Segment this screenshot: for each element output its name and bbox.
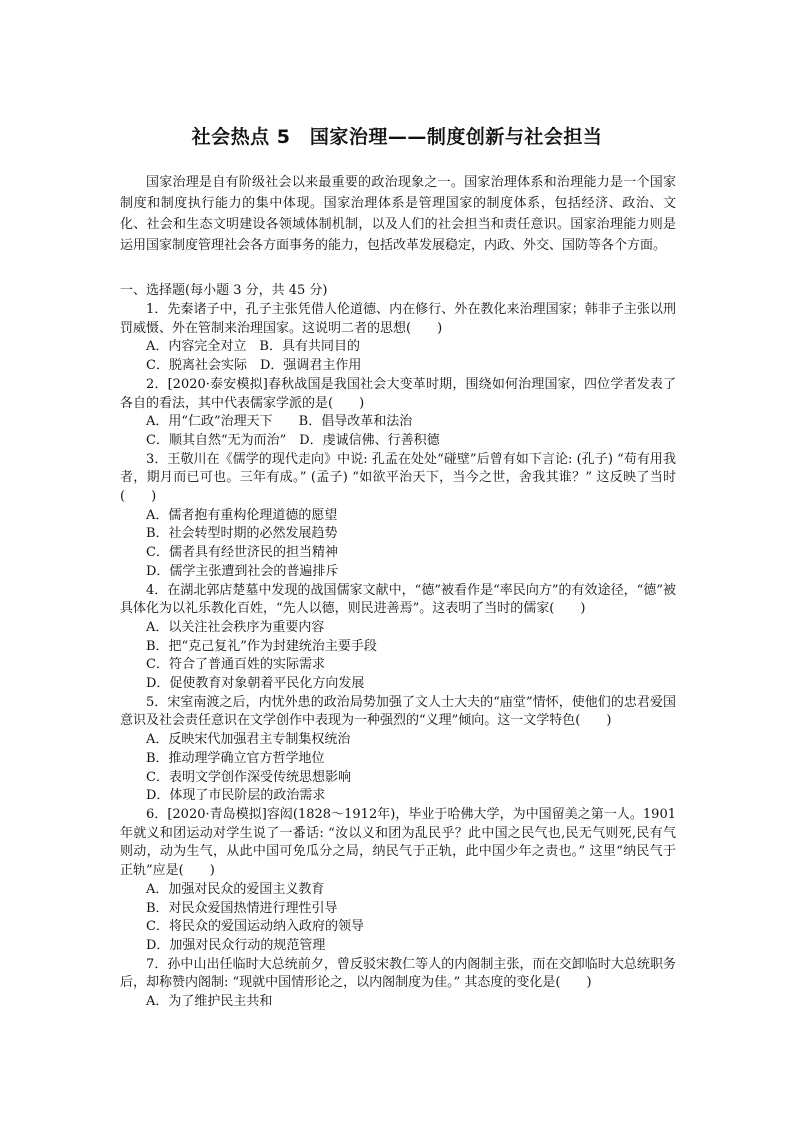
answer-option: A．为了维护民主共和	[146, 994, 273, 1010]
answer-option: D．体现了市民阶层的政治需求	[146, 788, 326, 804]
answer-option: A．反映宋代加强君主专制集权统治	[146, 732, 351, 748]
question-stem: 7．孙中山出任临时大总统前夕，曾反驳宋教仁等人的内阁制主张，而在交卸临时大总统职务后，却称赞内阁制: “现就中国情形论之，以内阁制度为佳。” 其态度的变化是( )	[120, 956, 676, 991]
answer-option: C．脱离社会实际 D．强调君主作用	[146, 358, 362, 374]
answer-options	[120, 993, 676, 1012]
answer-option: A．内容完全对立 B．具有共同目的	[146, 339, 360, 355]
answer-option: D．促使教育对象朝着平民化方向发展	[146, 676, 365, 692]
question-item	[120, 806, 676, 956]
answer-option: D．加强对民众行动的规范管理	[146, 937, 326, 953]
answer-options	[120, 507, 676, 582]
question-item	[120, 582, 676, 694]
question-stem: 4．在湖北郭店楚墓中发现的战国儒家文献中，“德”被看作是“率民向方”的有效途径，“德”被具体化为以礼乐教化百姓，“先人以德，则民进善焉”。这表明了当时的儒家( )	[120, 582, 676, 617]
answer-options	[120, 338, 676, 375]
question-stem: 5．宋室南渡之后，内忧外患的政治局势加强了文人士大夫的“庙堂”情怀，使他们的忠君爱国意识及社会责任意识在文学创作中表现为一种强烈的“义理”倾向。这一文学特色( )	[120, 694, 676, 729]
answer-options	[120, 413, 676, 450]
section-heading: 一、选择题(每小题 3 分，共 45 分)	[120, 283, 328, 298]
question-item	[120, 301, 676, 376]
answer-option: B．把“克己复礼”作为封建统治主要手段	[146, 638, 377, 654]
question-list	[120, 301, 676, 1012]
answer-option: A．用“仁政”治理天下 B．倡导改革和法治	[146, 414, 413, 430]
page-title: 社会热点 5 国家治理——制度创新与社会担当	[191, 126, 603, 148]
question-stem: 3．王敬川在《儒学的现代走向》中说: 孔孟在处处“碰壁”后曾有如下言论: (孔子) “苟有用我者，期月而已可也。三年有成。” (孟子) “如欲平治天下，当今之世，舍我其谁？” 这反映了当时( )	[120, 451, 676, 505]
answer-options	[120, 881, 676, 956]
question-item	[120, 376, 676, 451]
answer-option: C．将民众的爱国运动纳入政府的领导	[146, 919, 364, 935]
answer-option: C．表明文学创作深受传统思想影响	[146, 769, 351, 785]
answer-option: A．儒者抱有重构伦理道德的愿望	[146, 507, 338, 523]
answer-option: A．以关注社会秩序为重要内容	[146, 619, 325, 635]
answer-options	[120, 619, 676, 694]
answer-option: D．儒学主张遭到社会的普遍排斥	[146, 563, 339, 579]
question-item	[120, 451, 676, 582]
answer-option: B．推动理学确立官方哲学地位	[146, 750, 325, 766]
question-stem: 1．先秦诸子中，孔子主张凭借人伦道德、内在修行、外在教化来治理国家；韩非子主张以刑罚威慑、外在管制来治理国家。这说明二者的思想( )	[120, 302, 676, 336]
answer-options	[120, 731, 676, 806]
intro-paragraph: 国家治理是自有阶级社会以来最重要的政治现象之一。国家治理体系和治理能力是一个国家制度和制度执行能力的集中体现。国家治理体系是管理国家的制度体系，包括经济、政治、文化、社会和生态文明建设各领域体制机制，以及人们的社会担当和责任意识。国家治理能力则是运用国家制度管理社会各方面事务的能力，包括改革发展稳定，内政、外交、国防等各个方面。	[120, 175, 676, 253]
answer-option: A．加强对民众的爱国主义教育	[146, 881, 325, 897]
answer-option: B．对民众爱国热情进行理性引导	[146, 900, 338, 916]
question-stem: 6．[2020·青岛模拟]容闳(1828～1912年)，毕业于哈佛大学，为中国留美之第一人。1901年就义和团运动对学生说了一番话: “汝以义和团为乱民乎？此中国之民气也,民无气则死,民有气则动，动为生气，从此中国可免瓜分之局，纳民气于正轨，此中国少年之责也。” 这里“纳民气于正轨”应是( )	[120, 806, 676, 879]
answer-option: C．儒者具有经世济民的担当精神	[146, 545, 338, 561]
answer-option: C．顺其自然“无为而治” D．虔诚信佛、行善积德	[146, 432, 440, 448]
question-item	[120, 694, 676, 806]
answer-option: B．社会转型时期的必然发展趋势	[146, 526, 338, 542]
question-stem: 2．[2020·泰安模拟]春秋战国是我国社会大变革时期，围绕如何治理国家，四位学者发表了各自的看法，其中代表儒家学派的是( )	[120, 376, 676, 411]
answer-option: C．符合了普通百姓的实际需求	[146, 657, 325, 673]
question-item	[120, 956, 676, 1012]
